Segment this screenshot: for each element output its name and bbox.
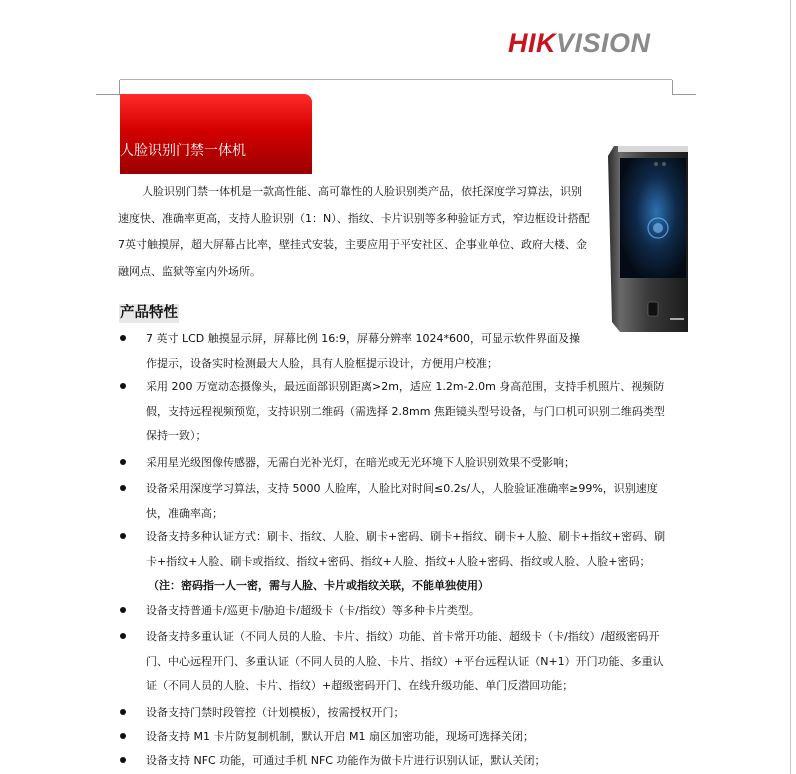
note-text: （注：密码指一人一密，需与人脸、卡片或指纹关联，不能单独使用） <box>148 579 489 592</box>
feature-item: 设备支持多重认证（不同人员的人脸、卡片、指纹）功能、首卡常开功能、超级卡（卡/指纹）/超级密码开门、中心远程开门、多重认证（不同人员的人脸、卡片、指纹）+平台远程认证（N+1）开门功能、多重认证（不同人员的人脸、卡片、指纹）+超级密码开门、在线升级功能、单门反潜回功能； <box>146 630 664 692</box>
bullet-icon <box>120 757 126 763</box>
section-heading: 产品特性 <box>120 305 178 321</box>
bullet-icon <box>120 459 126 465</box>
intro-paragraph: 人脸识别门禁一体机是一款高性能、高可靠性的人脸识别类产品，依托深度学习算法，识别速度快、准确率更高，支持人脸识别（1：N）、指纹、卡片识别等多种验证方式，窄边框设计搭配7英寸触摸屏，超大屏幕占比率，壁挂式安装，主要应用于平安社区、企事业单位、政府大楼、金融网点、监狱等室内外场所。 <box>118 185 590 278</box>
bullet-icon <box>120 633 126 639</box>
feature-item: 设备采用深度学习算法，支持 5000 人脸库，人脸比对时间≤0.2s/人，人脸验证准确率≥99%，识别速度快，准确率高； <box>146 482 658 520</box>
crop-mark-left-vertical <box>119 80 120 94</box>
page-border <box>790 0 791 774</box>
feature-item: 7 英寸 LCD 触摸显示屏，屏幕比例 16:9，屏幕分辨率 1024*600，可显示软件界面及操作提示，设备实时检测最大人脸，具有人脸框提示设计，方便用户校准； <box>146 332 580 370</box>
bullet-icon <box>120 709 126 715</box>
feature-item: 设备支持门禁时段管控（计划模板），按需授权开门； <box>146 706 405 719</box>
feature-item: 设备支持多种认证方式：刷卡、指纹、人脸、刷卡+密码、刷卡+指纹、刷卡+人脸、刷卡+指纹+密码、刷卡+指纹+人脸、刷卡或指纹、指纹+密码、指纹+人脸、指纹+人脸+密码、指纹或人脸、人脸+密码； <box>146 530 666 568</box>
bullet-icon <box>120 383 126 389</box>
crop-mark-right <box>672 94 696 95</box>
feature-item: 采用星光级图像传感器，无需白光补光灯，在暗光或无光环境下人脸识别效果不受影响； <box>146 456 575 469</box>
hikvision-logo: HIKVISION <box>508 28 651 58</box>
bullet-icon <box>120 607 126 613</box>
crop-mark-left <box>96 94 120 95</box>
bullet-icon <box>120 485 126 491</box>
device-image <box>604 142 690 336</box>
title-banner <box>120 94 312 174</box>
bullet-icon <box>120 335 126 341</box>
feature-item: 采用 200 万宽动态摄像头，最远面部识别距离>2m，适应 1.2m-2.0m 身高范围，支持手机照片、视频防假，支持远程视频预览，支持识别二维码（需选择 2.8mm 焦距镜头型号设备，与门口机可识别二维码类型保持一致）； <box>146 380 665 442</box>
bullet-icon <box>120 533 126 539</box>
feature-item: 设备支持 M1 卡片防复制机制，默认开启 M1 扇区加密功能，现场可选择关闭； <box>146 730 534 743</box>
feature-item: 设备支持普通卡/巡更卡/胁迫卡/超级卡（卡/指纹）等多种卡片类型。 <box>146 604 480 617</box>
feature-item: 设备支持 NFC 功能，可通过手机 NFC 功能作为做卡片进行识别认证，默认关闭； <box>146 754 546 767</box>
crop-mark-right-vertical <box>672 80 673 94</box>
header-rule <box>120 79 672 80</box>
product-title: 人脸识别门禁一体机 <box>120 143 246 159</box>
bullet-icon <box>120 733 126 739</box>
